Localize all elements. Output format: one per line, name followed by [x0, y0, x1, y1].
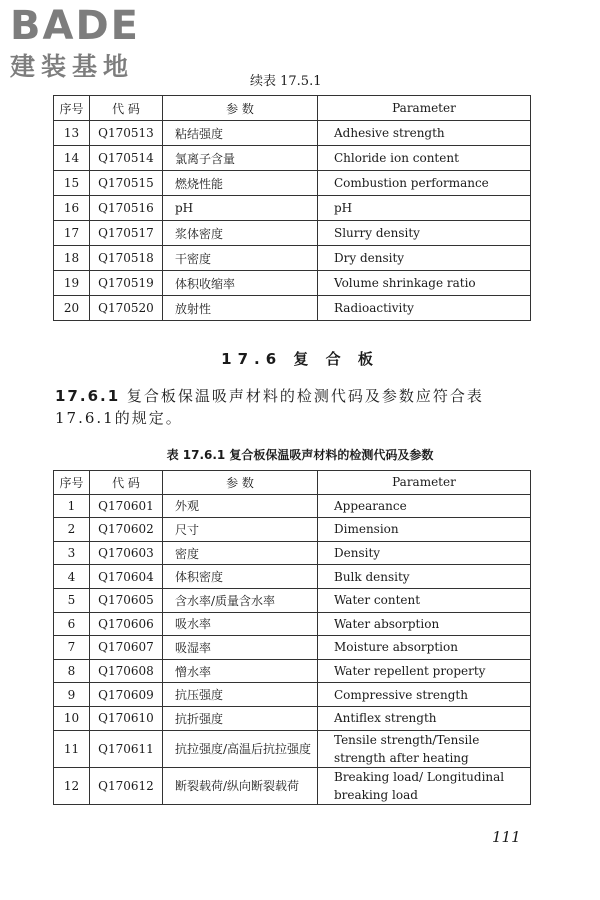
table-row [54, 494, 531, 518]
cell-code: Q170610 [90, 706, 163, 730]
cell-code: Q170604 [90, 565, 163, 589]
table-row [54, 246, 531, 271]
section-paragraph [55, 385, 535, 429]
cell-param-en: Dry density [318, 246, 531, 271]
table-row [54, 196, 531, 221]
table-row [54, 683, 531, 707]
cell-seq: 8 [54, 659, 90, 683]
cell-param-cn: 抗压强度 [163, 683, 318, 707]
cell-code: Q170606 [90, 612, 163, 636]
cell-seq: 11 [54, 730, 90, 767]
table-row [54, 518, 531, 542]
cell-seq: 10 [54, 706, 90, 730]
table-17-6-1 [53, 470, 531, 805]
cell-param-cn: 体积密度 [163, 565, 318, 589]
paragraph-number: 17.6.1 [55, 387, 121, 405]
cell-code: Q170516 [90, 196, 163, 221]
cell-code: Q170514 [90, 146, 163, 171]
cell-param-en: pH [318, 196, 531, 221]
cell-param-cn: 含水率/质量含水率 [163, 588, 318, 612]
table-row [54, 588, 531, 612]
header-param-cn: 参 数 [163, 471, 318, 495]
cell-seq: 12 [54, 767, 90, 804]
table-row [54, 565, 531, 589]
cell-code: Q170603 [90, 541, 163, 565]
cell-param-en: Bulk density [318, 565, 531, 589]
paragraph-text: 复合板保温吸声材料的检测代码及参数应符合表17.6.1的规定。 [55, 387, 484, 427]
cell-seq: 20 [54, 296, 90, 321]
cell-seq: 19 [54, 271, 90, 296]
cell-param-cn: 粘结强度 [163, 121, 318, 146]
cell-code: Q170612 [90, 767, 163, 804]
header-seq: 序号 [54, 96, 90, 121]
cell-param-en: Water content [318, 588, 531, 612]
cell-seq: 17 [54, 221, 90, 246]
logo-wordmark: BADE [10, 3, 140, 49]
cell-param-cn: 外观 [163, 494, 318, 518]
cell-param-en: Slurry density [318, 221, 531, 246]
table1-caption: 续表 17.5.1 [250, 74, 322, 89]
table-row [54, 121, 531, 146]
cell-seq: 18 [54, 246, 90, 271]
cell-code: Q170609 [90, 683, 163, 707]
page-number: 111 [492, 828, 521, 846]
cell-param-cn: pH [163, 196, 318, 221]
header-param-en: Parameter [318, 96, 531, 121]
cell-param-en: Chloride ion content [318, 146, 531, 171]
bade-logo [10, 3, 175, 90]
cell-seq: 13 [54, 121, 90, 146]
table-row [54, 146, 531, 171]
cell-code: Q170602 [90, 518, 163, 542]
table-17-5-1-continued [53, 95, 531, 321]
header-param-en: Parameter [318, 471, 531, 495]
cell-seq: 7 [54, 636, 90, 660]
cell-code: Q170520 [90, 296, 163, 321]
table-header-row [54, 96, 531, 121]
cell-code: Q170611 [90, 730, 163, 767]
cell-param-en: Adhesive strength [318, 121, 531, 146]
table-row [54, 541, 531, 565]
cell-param-en: Moisture absorption [318, 636, 531, 660]
cell-param-en: Density [318, 541, 531, 565]
cell-code: Q170518 [90, 246, 163, 271]
cell-seq: 5 [54, 588, 90, 612]
table2-caption: 表 17.6.1 复合板保温吸声材料的检测代码及参数 [166, 448, 434, 462]
cell-param-cn: 密度 [163, 541, 318, 565]
table-row [54, 296, 531, 321]
cell-seq: 6 [54, 612, 90, 636]
header-code: 代 码 [90, 96, 163, 121]
cell-param-cn: 浆体密度 [163, 221, 318, 246]
section-title: 17.6 复 合 板 [221, 350, 379, 368]
table-row [54, 612, 531, 636]
cell-code: Q170513 [90, 121, 163, 146]
cell-code: Q170515 [90, 171, 163, 196]
cell-param-cn: 干密度 [163, 246, 318, 271]
cell-param-cn: 断裂载荷/纵向断裂载荷 [163, 767, 318, 804]
logo-subtitle: 建装基地 [10, 52, 135, 81]
cell-param-en: Combustion performance [318, 171, 531, 196]
cell-seq: 3 [54, 541, 90, 565]
cell-seq: 4 [54, 565, 90, 589]
cell-seq: 16 [54, 196, 90, 221]
cell-seq: 15 [54, 171, 90, 196]
cell-param-en: Radioactivity [318, 296, 531, 321]
header-param-cn: 参 数 [163, 96, 318, 121]
cell-param-en: Compressive strength [318, 683, 531, 707]
cell-code: Q170607 [90, 636, 163, 660]
cell-param-cn: 吸水率 [163, 612, 318, 636]
cell-code: Q170517 [90, 221, 163, 246]
cell-code: Q170601 [90, 494, 163, 518]
table-row [54, 767, 531, 804]
table-row [54, 706, 531, 730]
cell-param-en: Water repellent property [318, 659, 531, 683]
cell-param-en: Volume shrinkage ratio [318, 271, 531, 296]
cell-seq: 9 [54, 683, 90, 707]
cell-code: Q170605 [90, 588, 163, 612]
cell-param-cn: 燃烧性能 [163, 171, 318, 196]
cell-code: Q170608 [90, 659, 163, 683]
cell-param-cn: 放射性 [163, 296, 318, 321]
cell-param-en: Appearance [318, 494, 531, 518]
cell-param-cn: 憎水率 [163, 659, 318, 683]
cell-param-en: Dimension [318, 518, 531, 542]
table-row [54, 171, 531, 196]
cell-param-en: Water absorption [318, 612, 531, 636]
cell-code: Q170519 [90, 271, 163, 296]
cell-param-en: Antiflex strength [318, 706, 531, 730]
table-row [54, 636, 531, 660]
cell-seq: 1 [54, 494, 90, 518]
header-code: 代 码 [90, 471, 163, 495]
cell-param-en: Breaking load/ Longitudinal breaking load [318, 767, 531, 804]
cell-param-cn: 尺寸 [163, 518, 318, 542]
header-seq: 序号 [54, 471, 90, 495]
cell-seq: 2 [54, 518, 90, 542]
table-row [54, 271, 531, 296]
cell-seq: 14 [54, 146, 90, 171]
cell-param-cn: 体积收缩率 [163, 271, 318, 296]
table-row [54, 659, 531, 683]
cell-param-cn: 吸湿率 [163, 636, 318, 660]
cell-param-en: Tensile strength/Tensile strength after heating [318, 730, 531, 767]
cell-param-cn: 氯离子含量 [163, 146, 318, 171]
cell-param-cn: 抗折强度 [163, 706, 318, 730]
cell-param-cn: 抗拉强度/高温后抗拉强度 [163, 730, 318, 767]
table-row [54, 221, 531, 246]
table-header-row [54, 471, 531, 495]
table-row [54, 730, 531, 767]
